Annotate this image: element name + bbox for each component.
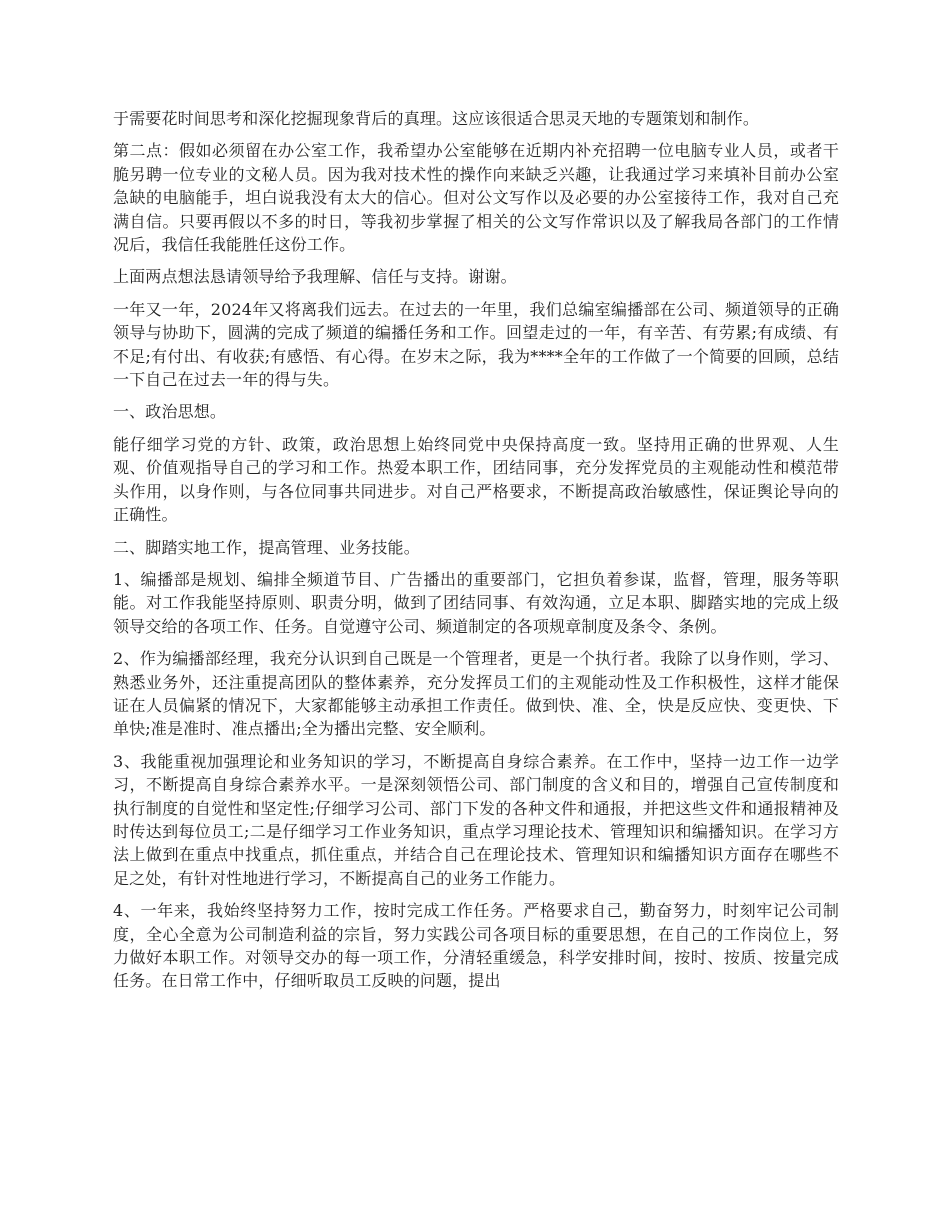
- section-heading-political: 一、政治思想。: [113, 402, 227, 422]
- section-heading-work: 二、脚踏实地工作，提高管理、业务技能。: [113, 537, 420, 557]
- paragraph-item-2: 2、作为编播部经理，我充分认识到自己既是一个管理者，更是一个执行者。我除了以身作则，学习、熟悉业务外，还注重提高团队的整体素养，充分发挥员工们的主观能动性及工作积极性，这样才能保证在人员偏紧的情况下，大家都能够主动承担工作责任。做到快、准、全，快是反应快、变更快、下单快;准是准时、准点播出;全为播出完整、安全顺利。: [113, 649, 839, 739]
- paragraph-year-review-intro: 一年又一年，2024年又将离我们远去。在过去的一年里，我们总编室编播部在公司、频道领导的正确领导与协助下，圆满的完成了频道的编播任务和工作。回望走过的一年，有辛苦、有劳累;有成绩、有不足;有付出、有收获;有感悟、有心得。在岁末之际，我为****全年的工作做了一个简要的回顾，总结一下自己在过去一年的得与失。: [113, 299, 839, 390]
- paragraph-item-3: 3、我能重视加强理论和业务知识的学习，不断提高自身综合素养。在工作中，坚持一边工作一边学习，不断提高自身综合素养水平。一是深刻领悟公司、部门制度的含义和目的，增强自己宣传制度和执行制度的自觉性和坚定性;仔细学习公司、部门下发的各种文件和通报，并把这些文件和通报精神及时传达到每位员工;二是仔细学习工作业务知识，重点学习理论技术、管理知识和编播知识。在学习方法上做到在重点中找重点，抓住重点，并结合自己在理论技术、管理知识和编播知识方面存在哪些不足之处，有针对性地进行学习，不断提高自己的业务工作能力。: [113, 751, 839, 888]
- document-page: [113, 107, 839, 1002]
- paragraph-point-two: 第二点：假如必须留在办公室工作，我希望办公室能够在近期内补充招聘一位电脑专业人员，或者干脆另聘一位专业的文秘人员。因为我对技术性的操作向来缺乏兴趣，让我通过学习来填补目前办公室急缺的电脑能手，坦白说我没有太大的信心。但对公文写作以及必要的办公室接待工作，我对自己充满自信。只要再假以不多的时日，等我初步掌握了相关的公文写作常识以及了解我局各部门的工作情况后，我信任我能胜任这份工作。: [113, 141, 839, 255]
- paragraph-continuation: 于需要花时间思考和深化挖掘现象背后的真理。这应该很适合思灵天地的专题策划和制作。: [113, 109, 760, 128]
- paragraph-request: 上面两点想法恳请领导给予我理解、信任与支持。谢谢。: [113, 267, 517, 287]
- paragraph-item-1: 1、编播部是规划、编排全频道节目、广告播出的重要部门，它担负着参谋，监督，管理，服务等职能。对工作我能坚持原则、职责分明，做到了团结同事、有效沟通，立足本职、脚踏实地的完成上级领导交给的各项工作、任务。自觉遵守公司、频道制定的各项规章制度及条令、条例。: [113, 569, 839, 636]
- paragraph-political: 能仔细学习党的方针、政策，政治思想上始终同党中央保持高度一致。坚持用正确的世界观、人生观、价值观指导自己的学习和工作。热爱本职工作，团结同事，充分发挥党员的主观能动性和模范带头作用，以身作则，与各位同事共同进步。对自己严格要求，不断提高政治敏感性，保证舆论导向的正确性。: [113, 434, 839, 525]
- paragraph-item-4: 4、一年来，我始终坚持努力工作，按时完成工作任务。严格要求自己，勤奋努力，时刻牢记公司制度，全心全意为公司制造利益的宗旨，努力实践公司各项目标的重要思想，在自己的工作岗位上，努力做好本职工作。对领导交办的每一项工作，分清轻重缓急，科学安排时间，按时、按质、按量完成任务。在日常工作中，仔细听取员工反映的问题，提出: [113, 901, 839, 991]
